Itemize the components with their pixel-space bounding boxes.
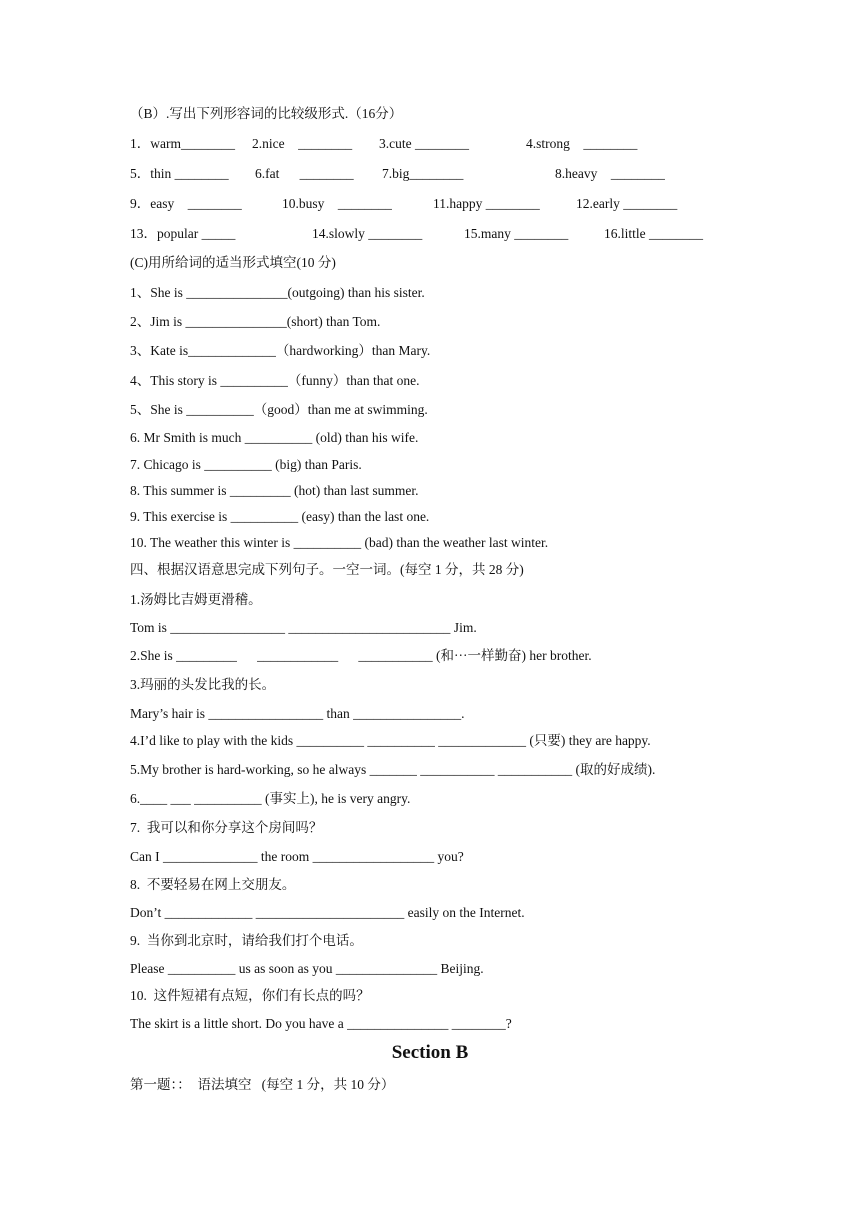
adjective-item: 8.heavy ________: [555, 166, 665, 181]
adjective-item: 10.busy ________: [282, 196, 392, 211]
adjective-item: 7.big________: [382, 166, 464, 181]
sentence-prompt-10: 10. 这件短裙有点短，你们有长点的吗？: [130, 988, 370, 1003]
part-c-title: (C)用所给词的适当形式填空(10 分): [130, 255, 336, 270]
sentence-5: 5.My brother is hard-working, so he always _______ ___________ ___________ (取的好成绩).: [130, 762, 656, 777]
adjective-item: 12.early ________: [576, 196, 678, 211]
adjective-item: 2.nice ________: [252, 136, 353, 151]
adjective-item: 9．easy ________: [130, 196, 242, 211]
grammar-fill-title: 第一题：： 语法填空 (每空 1 分，共 10 分）: [130, 1077, 395, 1092]
adjective-item: 6.fat ________: [255, 166, 354, 181]
adjective-item: 4.strong ________: [526, 136, 638, 151]
adjective-item: 13．popular _____: [130, 226, 236, 241]
sentence-answer-10: The skirt is a little short. Do you have a _______________ ________?: [130, 1016, 512, 1031]
adjective-item: 5．thin ________: [130, 166, 229, 181]
sentence-answer-7: Can I ______________ the room __________________ you?: [130, 849, 464, 864]
fill-item-7: 7. Chicago is __________ (big) than Paris.: [130, 457, 362, 472]
part-b-title: （B）.写出下列形容词的比较级形式.（16分）: [130, 106, 403, 121]
sentence-answer-1: Tom is _________________ ________________________ Jim.: [130, 620, 477, 635]
sentence-answer-9: Please __________ us as soon as you _______________ Beijing.: [130, 961, 484, 976]
fill-item-8: 8. This summer is _________ (hot) than last summer.: [130, 483, 419, 498]
fill-item-9: 9. This exercise is __________ (easy) than the last one.: [130, 509, 430, 524]
sentence-6: 6.____ ___ __________ (事实上), he is very angry.: [130, 791, 411, 806]
fill-item-10: 10. The weather this winter is __________ (bad) than the weather last winter.: [130, 535, 549, 550]
part-4-title: 四、根据汉语意思完成下列句子。一空一词。(每空 1 分，共 28 分): [130, 562, 524, 577]
sentence-answer-3: Mary’s hair is _________________ than ________________.: [130, 706, 465, 721]
sentence-prompt-8: 8. 不要轻易在网上交朋友。: [130, 877, 296, 892]
fill-item-6: 6. Mr Smith is much __________ (old) than his wife.: [130, 430, 419, 445]
adjective-item: 3.cute ________: [379, 136, 469, 151]
section-b-heading: Section B: [391, 1042, 469, 1063]
adjective-item: 1．warm________: [130, 136, 235, 151]
sentence-answer-8: Don’t _____________ ______________________ easily on the Internet.: [130, 905, 525, 920]
adjective-item: 11.happy ________: [433, 196, 540, 211]
sentence-2: 2.She is _________ ____________ ___________ (和···一样勤奋) her brother.: [130, 648, 592, 663]
adjective-item: 16.little ________: [604, 226, 703, 241]
fill-item-1: 1、She is _______________(outgoing) than his sister.: [130, 285, 425, 300]
fill-item-5: 5、She is __________（good）than me at swimming.: [130, 402, 428, 417]
fill-item-2: 2、Jim is _______________(short) than Tom.: [130, 314, 381, 329]
fill-item-3: 3、Kate is_____________（hardworking）than Mary.: [130, 343, 431, 358]
sentence-prompt-1: 1.汤姆比吉姆更滑稽。: [130, 592, 262, 607]
adjective-item: 15.many ________: [464, 226, 569, 241]
sentence-prompt-9: 9. 当你到北京时，请给我们打个电话。: [130, 933, 363, 948]
sentence-4: 4.I’d like to play with the kids __________ __________ _____________ (只要) they are happy.: [130, 733, 651, 748]
sentence-prompt-3: 3.玛丽的头发比我的长。: [130, 677, 276, 692]
fill-item-4: 4、This story is __________（funny）than that one.: [130, 373, 420, 388]
sentence-prompt-7: 7. 我可以和你分享这个房间吗？: [130, 820, 323, 835]
adjective-item: 14.slowly ________: [312, 226, 423, 241]
